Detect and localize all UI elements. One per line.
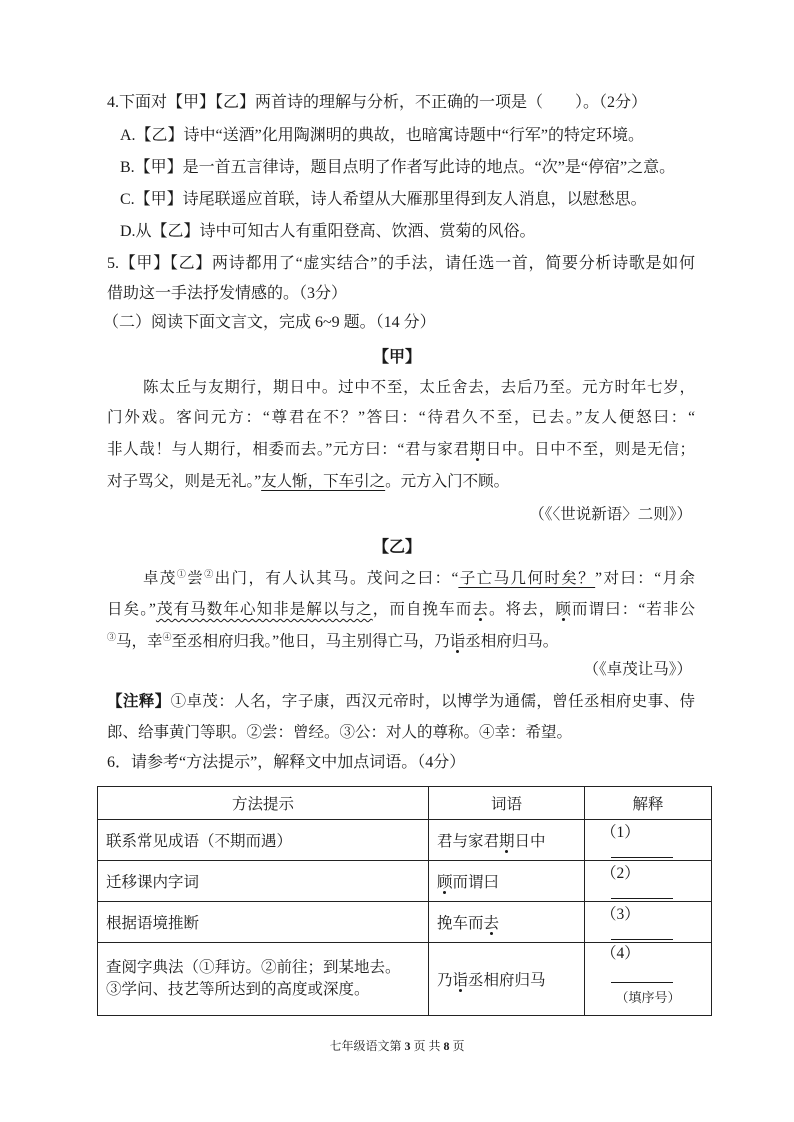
wavy-underlined-sentence: 茂有马数年心知非是解以与之 [155, 601, 373, 618]
passage-text: 丞相府归马。 [465, 633, 559, 650]
footer-page-number: 3 [404, 1039, 411, 1053]
passage-text: 门外戏。客问元方：“尊君在不？”答曰：“待君久不至，已去。”友人便怒曰：“ [107, 409, 695, 426]
table-row [98, 902, 712, 943]
table-header-row [98, 787, 712, 820]
passage-yi-title: 【乙】 [372, 539, 421, 556]
answer-label: （3） [601, 906, 640, 923]
method-cell: 联系常见成语（不期而遇） [98, 820, 429, 861]
passage-text: 对子骂父，则是无礼。” [107, 473, 262, 490]
answer-blank [611, 886, 673, 899]
table-row [98, 861, 712, 902]
method-table [97, 786, 712, 1016]
word-text: 日中 [514, 833, 546, 850]
passage-text: 尝 [187, 570, 205, 587]
passage-text: ”对曰：“月余 [595, 570, 695, 587]
dotted-word-yi: 诣 [449, 633, 466, 650]
passage-jia-line-1 [143, 376, 695, 400]
answer-line [601, 943, 711, 987]
question-4-option-b: B.【甲】是一首五言律诗，题目点明了作者写此诗的地点。“次”是“停宿”之意。 [120, 159, 676, 176]
word-cell [429, 820, 585, 861]
passage-text: 非人哉！与人期行，相委而去。”元方曰：“君与家君 [107, 441, 470, 458]
method-cell: 迁移课内字词 [98, 861, 429, 902]
notes-label: 【注释】 [107, 693, 171, 710]
passage-text: 。将去， [488, 601, 556, 618]
footer-text: 七年级语文第 [329, 1039, 405, 1053]
footnote-marker: ① [176, 569, 188, 579]
passage-jia-line-4 [107, 470, 509, 494]
answer-cell [585, 861, 712, 902]
method-cell [98, 943, 429, 1016]
table-row [98, 943, 712, 1016]
question-6-stem: 6．请参考“方法提示”，解释文中加点词语。（4分） [107, 754, 466, 771]
passage-jia-line-2 [107, 406, 695, 430]
header-explanation: 解释 [585, 787, 712, 820]
passage-text: 至丞相府归我。”他日，马主别得亡马，乃 [171, 633, 450, 650]
footnote-marker: ④ [162, 632, 172, 642]
word-cell [429, 943, 585, 1016]
question-5-line-1: 5.【甲】【乙】两诗都用了“虚实结合”的手法，请任选一首，简要分析诗歌是如何 [107, 255, 695, 272]
passage-jia-line-3 [107, 438, 695, 462]
footnote-marker: ③ [107, 632, 117, 642]
footer-text: 页 共 [410, 1039, 444, 1053]
header-method: 方法提示 [98, 787, 429, 820]
passage-yi-line-2 [107, 598, 695, 622]
passage-text: 马，幸 [116, 633, 163, 650]
answer-label: （2） [601, 865, 640, 882]
passage-jia-source: （《〈世说新语〉二则》） [529, 506, 692, 523]
answer-hint: （填序号） [615, 990, 681, 1005]
passage-text: 日中。日中不至，则是无信； [485, 441, 695, 458]
method-cell: 根据语境推断 [98, 902, 429, 943]
underlined-sentence: 子亡马几何时矣？ [458, 570, 596, 587]
question-5-line-2: 借助这一手法抒发情感的。（3分） [107, 285, 348, 302]
passage-text: 而谓曰：“若非公 [571, 601, 695, 618]
answer-blank [611, 970, 673, 983]
table-row [98, 820, 712, 861]
page-footer [0, 1038, 794, 1054]
question-4-option-d: D.从【乙】诗中可知古人有重阳登高、饮酒、赏菊的风俗。 [120, 223, 536, 240]
passage-text: 卓茂 [143, 570, 177, 587]
passage-text: 日矣。” [107, 601, 156, 618]
method-line: ③学问、技艺等所达到的高度或深度。 [106, 981, 370, 998]
passage-text: ，而自挽车而 [372, 601, 473, 618]
dotted-word: 诣 [452, 972, 469, 989]
footnote-marker: ② [204, 569, 215, 579]
footer-text: 页 [449, 1039, 465, 1053]
answer-label: （1） [601, 824, 640, 841]
word-cell [429, 861, 585, 902]
passage-text: 出门，有人认其马。茂问之曰：“ [214, 570, 459, 587]
notes-line-2: 郎、给事黄门等职。②尝：曾经。③公：对人的尊称。④幸：希望。 [107, 724, 573, 741]
answer-cell [585, 902, 712, 943]
footer-page-total: 8 [443, 1039, 450, 1053]
answer-label: （4） [601, 945, 640, 962]
word-text: 而谓曰 [452, 874, 500, 891]
dotted-word: 顾 [437, 874, 453, 891]
dotted-word-qi: 期 [469, 441, 486, 458]
word-text: 乃 [437, 972, 453, 989]
passage-yi-line-1 [143, 567, 695, 591]
word-text: 丞相府归马 [468, 972, 546, 989]
question-4-stem: 4.下面对【甲】【乙】两首诗的理解与分析，不正确的一项是（ ）。（2分） [107, 94, 648, 111]
method-line: 查阅字典法（①拜访。②前往；到某地去。 [106, 959, 401, 976]
question-4-option-c: C.【甲】诗尾联遥应首联，诗人希望从大雁那里得到友人消息，以慰愁思。 [120, 191, 647, 208]
dotted-word-gu: 顾 [555, 601, 572, 618]
dotted-word: 期 [499, 833, 515, 850]
answer-cell [585, 943, 712, 1016]
word-text: 君与家君 [437, 833, 500, 850]
header-word: 词语 [429, 787, 585, 820]
word-cell [429, 902, 585, 943]
section-2-heading: （二）阅读下面文言文，完成 6~9 题。（14 分） [103, 314, 436, 331]
passage-yi-source: （《卓茂让马》） [583, 661, 692, 678]
passage-text: 。元方入门不顾。 [385, 473, 510, 490]
answer-blank [611, 845, 673, 858]
underlined-sentence: 友人惭，下车引之 [261, 473, 386, 490]
answer-blank [611, 927, 673, 940]
dotted-word: 去 [483, 915, 500, 932]
notes-line-1 [107, 690, 695, 714]
passage-yi-line-3 [107, 630, 558, 654]
dotted-word-qu: 去 [472, 601, 489, 618]
answer-cell [585, 820, 712, 861]
passage-text: 陈太丘与友期行，期日中。过中不至，太丘舍去，去后乃至。元方时年七岁， [143, 379, 695, 396]
passage-jia-title: 【甲】 [372, 349, 421, 366]
question-4-option-a: A.【乙】诗中“送酒”化用陶渊明的典故，也暗寓诗题中“行军”的特定环境。 [120, 127, 644, 144]
notes-text: ①卓茂：人名，字子康，西汉元帝时，以博学为通儒，曾任丞相府史事、侍 [170, 693, 695, 710]
word-text: 挽车而 [437, 915, 484, 932]
